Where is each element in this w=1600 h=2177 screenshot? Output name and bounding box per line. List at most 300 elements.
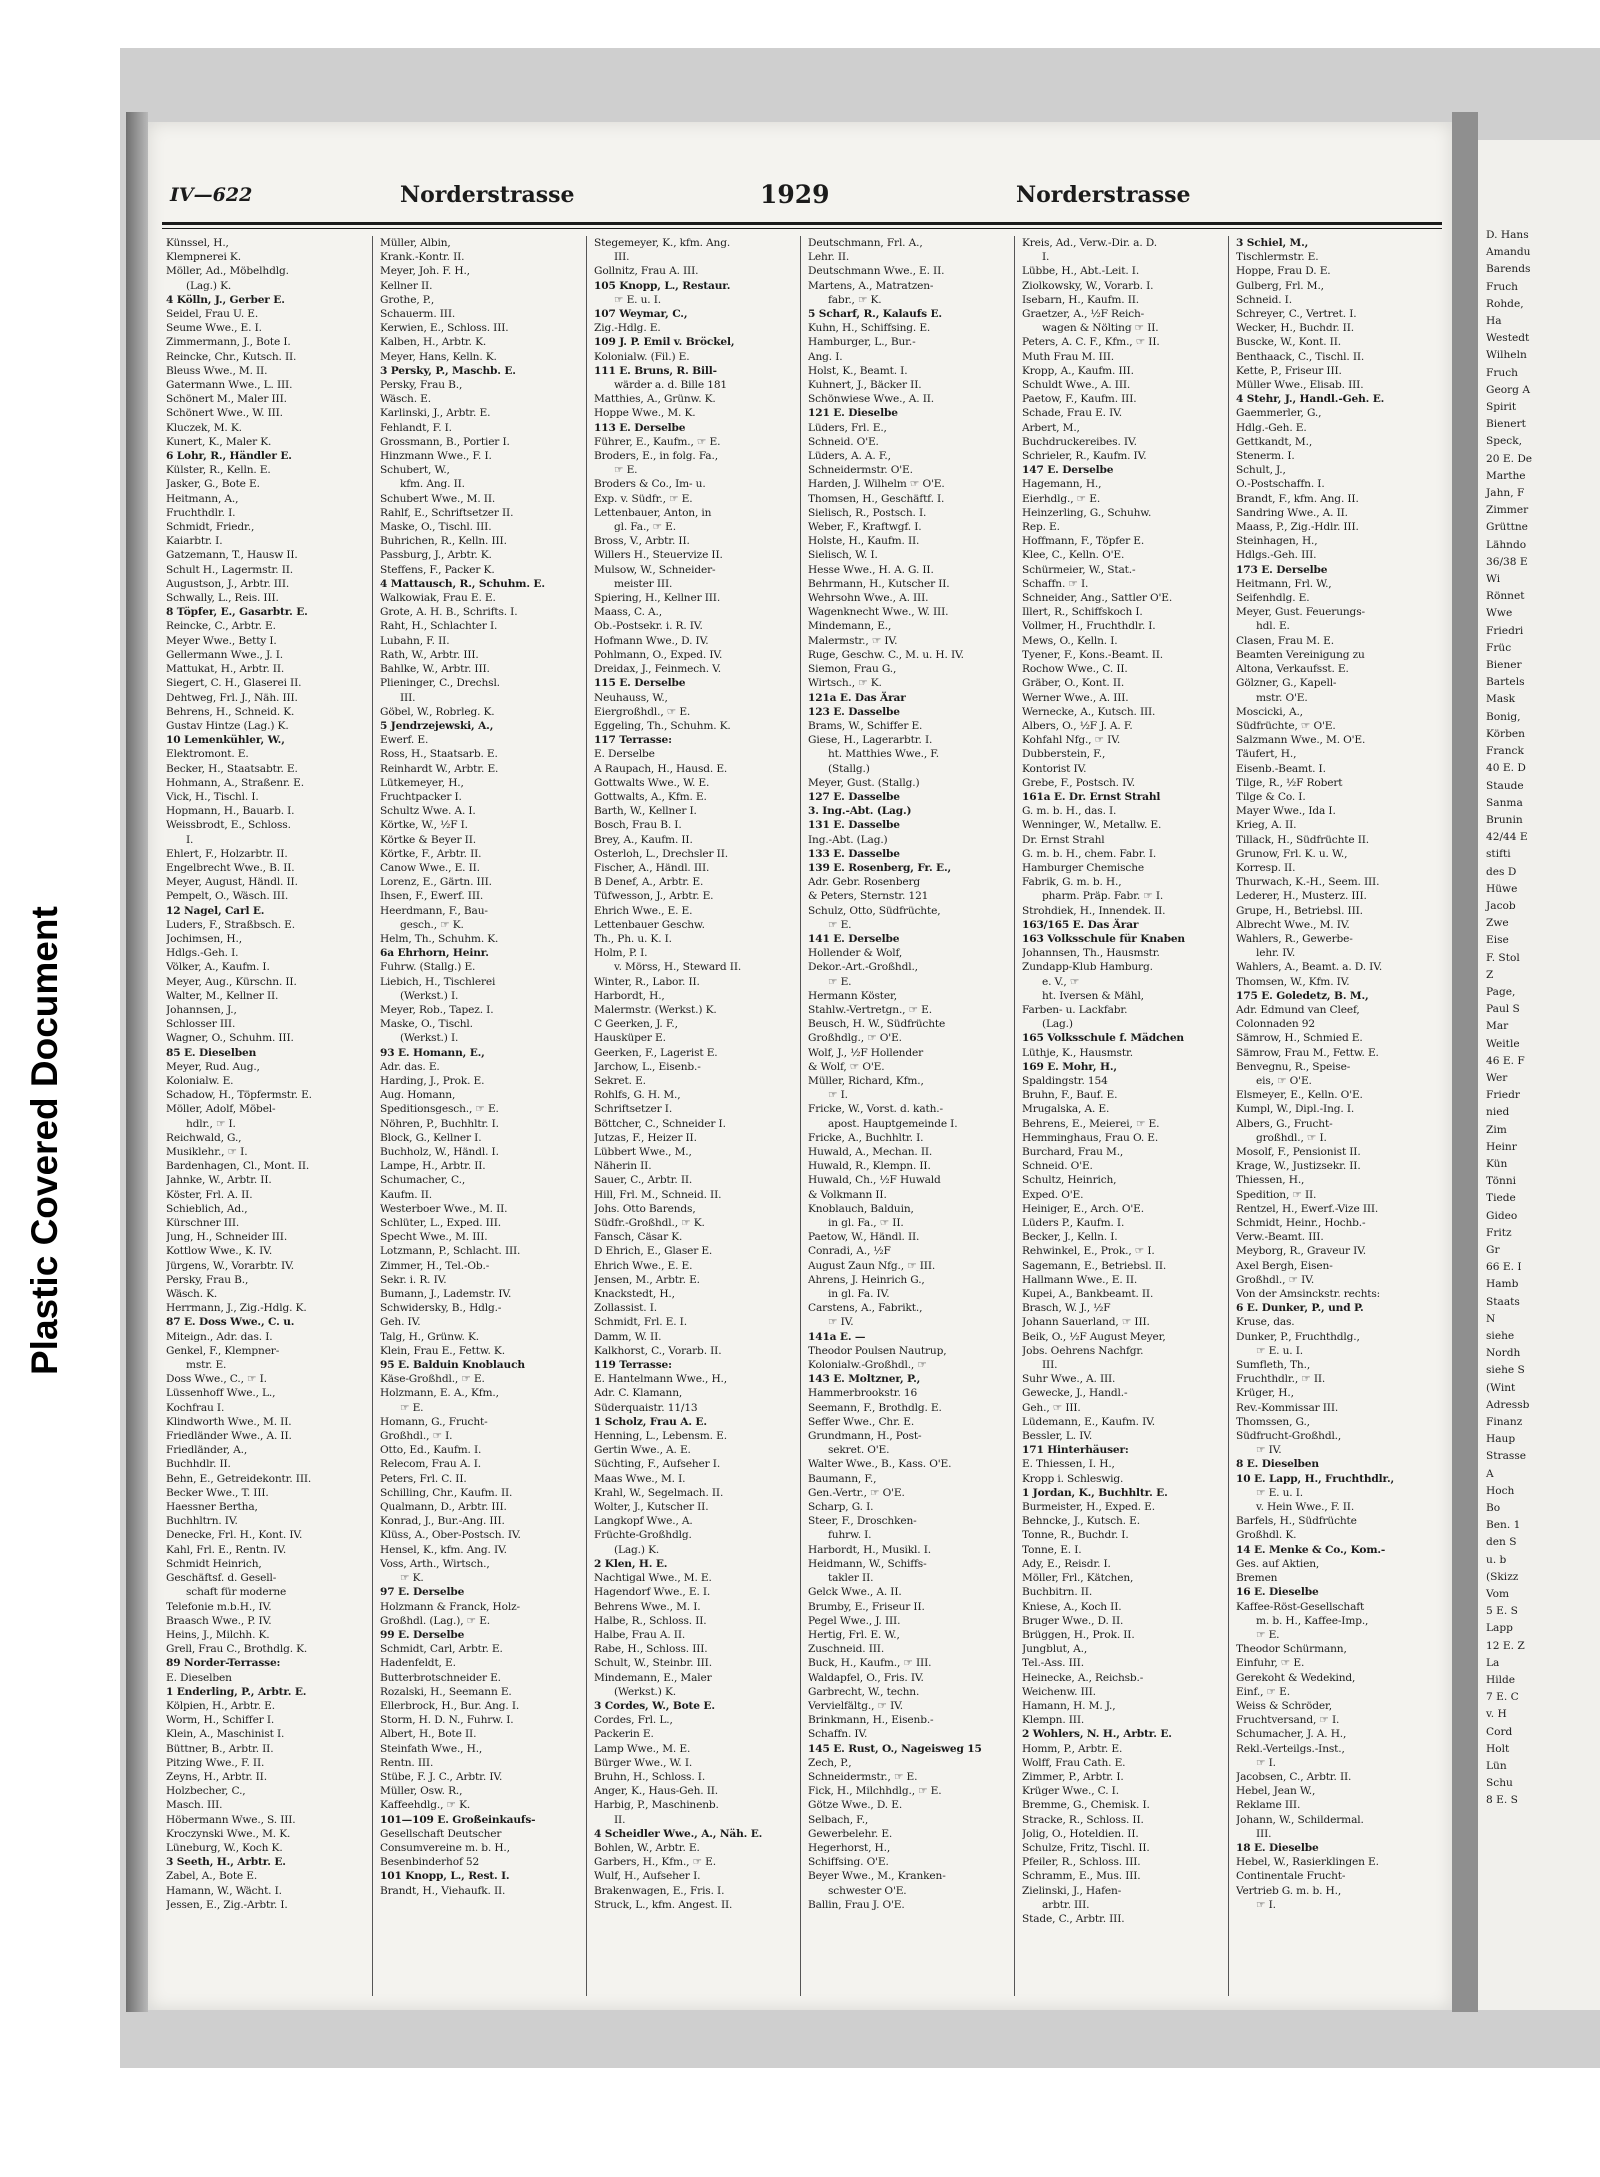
- directory-entry: ht. Iversen & Mähl,: [1042, 989, 1144, 1002]
- directory-entry: Illert, R., Schiffskoch I.: [1022, 606, 1143, 619]
- directory-entry: Burmeister, H., Exped. E.: [1022, 1501, 1155, 1514]
- directory-entry: Th., Ph. u. K. I.: [594, 932, 672, 945]
- facing-page-fragment: Bo: [1486, 1502, 1501, 1515]
- directory-entry: Klempnerei K.: [166, 251, 241, 264]
- directory-entry: Martens, A., Matratzen-: [808, 279, 934, 292]
- column-3: [594, 236, 790, 1912]
- directory-entry: Zech, P.,: [808, 1756, 852, 1769]
- directory-entry: Suhr Wwe., A. III.: [1022, 1373, 1116, 1386]
- directory-entry: Kürschner III.: [166, 1217, 240, 1230]
- directory-entry: (Stallg.): [828, 762, 870, 775]
- facing-page-fragment: Hilde: [1486, 1674, 1516, 1687]
- directory-entry: Albrecht Wwe., M. IV.: [1236, 918, 1350, 931]
- directory-entry: Fansch, Cäsar K.: [594, 1231, 683, 1244]
- directory-entry: Schwally, L., Reis. III.: [166, 592, 279, 605]
- directory-entry: Körtke & Beyer II.: [380, 833, 476, 846]
- directory-entry: Dr. Ernst Strahl: [1022, 833, 1105, 846]
- directory-entry: Bardenhagen, Cl., Mont. II.: [166, 1160, 310, 1173]
- directory-entry: Heitmann, Frl. W.,: [1236, 577, 1332, 590]
- directory-entry: Möller, Frl., Kätchen,: [1022, 1572, 1134, 1585]
- directory-entry: 123 E. Dasselbe: [808, 705, 900, 718]
- directory-entry: Bleuss Wwe., M. II.: [166, 364, 268, 377]
- directory-entry: Lüders P., Kaufm. I.: [1022, 1217, 1125, 1230]
- directory-entry: Beamten Vereinigung zu: [1236, 648, 1365, 661]
- directory-entry: Fabrik, G. m. b. H.,: [1022, 876, 1122, 889]
- directory-entry: 169 E. Mohr, H.,: [1022, 1060, 1117, 1073]
- directory-entry: Körtke, W., ½F I.: [380, 819, 468, 832]
- directory-entry: Zuschneid. III.: [808, 1643, 885, 1656]
- page-number: IV—622: [170, 184, 253, 206]
- directory-entry: Hopmann, H., Bauarb. I.: [166, 805, 295, 818]
- directory-entry: Clasen, Frau M. E.: [1236, 634, 1334, 647]
- directory-entry: Adr. C. Klamann,: [594, 1387, 683, 1400]
- directory-entry: Passburg, J., Arbtr. K.: [380, 549, 492, 562]
- directory-entry: Völker, A., Kaufm. I.: [166, 961, 270, 974]
- directory-entry: Behrens, H., Schneid. K.: [166, 705, 295, 718]
- directory-entry: Hammerbrookstr. 16: [808, 1387, 918, 1400]
- directory-entry: schaft für moderne: [186, 1586, 287, 1599]
- facing-page-fragment: Mask: [1486, 693, 1516, 706]
- facing-page-fragment: Page,: [1486, 985, 1516, 998]
- directory-entry: Heinzerling, G., Schuhw.: [1022, 506, 1152, 519]
- directory-entry: Homm, P., Arbtr. E.: [1022, 1742, 1123, 1755]
- directory-entry: Näherin II.: [594, 1160, 652, 1173]
- directory-entry: Wolff, Frau Cath. E.: [1022, 1756, 1126, 1769]
- directory-entry: Schmidt, Friedr.,: [166, 521, 255, 534]
- directory-entry: Brasch, W. J., ½F: [1022, 1302, 1111, 1315]
- facing-page-fragment: Ha: [1486, 315, 1502, 328]
- directory-entry: Müller, Richard, Kfm.,: [808, 1074, 924, 1087]
- directory-entry: Schult, J.,: [1236, 464, 1286, 477]
- directory-entry: Ellerbrock, H., Bur. Ang. I.: [380, 1699, 520, 1712]
- directory-entry: Tillack, H., Südfrüchte II.: [1236, 833, 1369, 846]
- directory-entry: Reincke, C., Arbtr. E.: [166, 620, 276, 633]
- directory-entry: Harding, J., Prok. E.: [380, 1074, 485, 1087]
- directory-entry: Kahl, Frl. E., Rentn. IV.: [166, 1543, 287, 1556]
- directory-entry: Theodor Schürmann,: [1236, 1643, 1347, 1656]
- directory-entry: (Lag.): [1042, 1018, 1073, 1031]
- directory-entry: 6 E. Dunker, P., und P.: [1236, 1302, 1364, 1315]
- directory-entry: Bremen: [1236, 1572, 1278, 1585]
- directory-entry: Vervielfältg., ☞ IV.: [808, 1699, 904, 1712]
- directory-entry: Johann, W., Schildermal.: [1236, 1813, 1364, 1826]
- directory-entry: Täufert, H.,: [1236, 748, 1297, 761]
- directory-entry: Mattukat, H., Arbtr. II.: [166, 663, 285, 676]
- directory-entry: Bruger Wwe., D. II.: [1022, 1614, 1124, 1627]
- directory-entry: Schubert Wwe., M. II.: [380, 492, 496, 505]
- directory-entry: 95 E. Balduin Knoblauch: [380, 1359, 525, 1372]
- directory-entry: 14 E. Menke & Co., Kom.-: [1236, 1543, 1386, 1556]
- directory-entry: Rev.-Kommissar III.: [1236, 1401, 1339, 1414]
- directory-entry: Bohlen, W., Arbtr. E.: [594, 1841, 700, 1854]
- directory-entry: Colonnaden 92: [1236, 1018, 1315, 1031]
- directory-entry: Heitmann, A.,: [166, 492, 239, 505]
- directory-entry: Jacobsen, C., Arbtr. II.: [1236, 1770, 1352, 1783]
- directory-entry: Steinhagen, H.,: [1236, 535, 1318, 548]
- directory-entry: Sekr. i. R. IV.: [380, 1273, 447, 1286]
- directory-entry: (Lag.) K.: [614, 1543, 660, 1556]
- directory-entry: 10 Lemenkühler, W.,: [166, 734, 285, 747]
- directory-entry: Schultz Wwe. A. I.: [380, 805, 476, 818]
- directory-entry: Harbordt, H., Musikl. I.: [808, 1543, 931, 1556]
- directory-entry: sekret. O'E.: [828, 1444, 890, 1457]
- directory-entry: Braasch Wwe., P. IV.: [166, 1614, 272, 1627]
- directory-entry: Brinkmann, H., Eisenb.-: [808, 1714, 934, 1727]
- directory-entry: Johannsen, J.,: [166, 1003, 237, 1016]
- directory-entry: Spedition, ☞ II.: [1236, 1188, 1317, 1201]
- directory-entry: Hallmann Wwe., E. II.: [1022, 1273, 1138, 1286]
- directory-entry: Schaffn. IV.: [808, 1728, 868, 1741]
- directory-entry: Mindemann, E.,: [808, 620, 892, 633]
- directory-entry: Fruchthdlr. I.: [166, 506, 236, 519]
- directory-entry: Rozalski, H., Seemann E.: [380, 1685, 512, 1698]
- directory-entry: Geschäftsf. d. Gesell-: [166, 1572, 277, 1585]
- directory-entry: Kaufm. II.: [380, 1188, 432, 1201]
- facing-page-fragment: Fruch: [1486, 366, 1518, 379]
- directory-entry: Sämrow, H., Schmied E.: [1236, 1032, 1363, 1045]
- directory-entry: Schriftsetzer I.: [594, 1103, 673, 1116]
- directory-entry: 18 E. Dieselbe: [1236, 1841, 1319, 1854]
- directory-entry: Knoblauch, Balduin,: [808, 1202, 914, 1215]
- directory-entry: Becker, J., Kelln. I.: [1022, 1231, 1118, 1244]
- directory-entry: ☞ I.: [1256, 1756, 1276, 1769]
- directory-entry: Broders, E., in folg. Fa.,: [594, 450, 718, 463]
- directory-entry: ☞ E.: [828, 918, 852, 931]
- directory-entry: Seifenhdlg. E.: [1236, 592, 1310, 605]
- directory-entry: I.: [186, 833, 194, 846]
- directory-entry: Tonne, R., Buchdr. I.: [1022, 1529, 1129, 1542]
- facing-page-fragment: Marthe: [1486, 469, 1526, 482]
- directory-entry: Steinfath Wwe., H.,: [380, 1742, 483, 1755]
- directory-entry: Schmidt, Heinr., Hochb.-: [1236, 1217, 1366, 1230]
- directory-entry: Seffer Wwe., Chr. E.: [808, 1415, 915, 1428]
- directory-entry: Klein, A., Maschinist I.: [166, 1728, 285, 1741]
- directory-entry: Hesse Wwe., H. A. G. II.: [808, 563, 934, 576]
- directory-entry: Jensen, M., Arbtr. E.: [594, 1273, 700, 1286]
- directory-entry: Scharp, G. I.: [808, 1501, 874, 1514]
- directory-entry: Garbers, H., Kfm., ☞ E.: [594, 1856, 716, 1869]
- header-rule-thin: [162, 228, 1442, 229]
- directory-entry: Schilling, Chr., Kaufm. II.: [380, 1486, 513, 1499]
- directory-entry: Jobs. Oehrens Nachfgr.: [1022, 1344, 1144, 1357]
- directory-entry: Hamann, W., Wächt. I.: [166, 1884, 282, 1897]
- directory-entry: Hausküper E.: [594, 1032, 666, 1045]
- directory-entry: Talg, H., Grünw. K.: [380, 1330, 479, 1343]
- directory-entry: Hohmann, A., Straßenr. E.: [166, 776, 304, 789]
- directory-entry: gl. Fa., ☞ E.: [614, 521, 676, 534]
- column-4: [808, 236, 1004, 1912]
- column-2: [380, 236, 576, 1898]
- directory-entry: Karlinski, J., Arbtr. E.: [380, 407, 491, 420]
- facing-page-fragment: Eise: [1486, 934, 1509, 947]
- directory-entry: Schneid. O'E.: [808, 435, 879, 448]
- directory-entry: Schieblich, Ad.,: [166, 1202, 248, 1215]
- directory-entry: Relecom, Frau A. I.: [380, 1458, 482, 1471]
- directory-entry: Matthies, A., Grünw. K.: [594, 393, 716, 406]
- directory-entry: Kreis, Ad., Verw.-Dir. a. D.: [1022, 237, 1157, 249]
- directory-entry: Kaffeehdlg., ☞ K.: [380, 1799, 471, 1812]
- directory-entry: O.-Postschaffn. I.: [1236, 478, 1325, 491]
- directory-entry: Jutzas, F., Heizer II.: [594, 1131, 697, 1144]
- directory-entry: Kruse, das.: [1236, 1316, 1295, 1329]
- directory-entry: pharm. Präp. Fabr. ☞ I.: [1042, 890, 1164, 903]
- directory-entry: Lorenz, E., Gärtn. III.: [380, 876, 492, 889]
- directory-entry: Harbig, P., Maschinenb.: [594, 1799, 719, 1812]
- directory-entry: Zabel, A., Bote E.: [166, 1870, 258, 1883]
- directory-entry: 119 Terrasse:: [594, 1359, 672, 1372]
- directory-entry: Fick, H., Milchhdlg., ☞ E.: [808, 1785, 942, 1798]
- directory-entry: 101—109 E. Großeinkaufs-: [380, 1813, 536, 1826]
- directory-entry: Gatzemann, T., Hausw II.: [166, 549, 298, 562]
- directory-entry: ☞ E. u. I.: [1256, 1486, 1303, 1499]
- street-title-right: Norderstrasse: [1016, 182, 1191, 208]
- directory-entry: Kupei, A., Bankbeamt. II.: [1022, 1288, 1154, 1301]
- facing-page-fragment: Gr: [1486, 1243, 1500, 1256]
- facing-page-fragment: 7 E. C: [1486, 1691, 1519, 1704]
- directory-entry: Wahlers, R., Gewerbe-: [1236, 932, 1353, 945]
- facing-page-fragment: Friedr: [1486, 1089, 1520, 1102]
- directory-entry: Gesellschaft Deutscher: [380, 1827, 502, 1840]
- directory-entry: Theodor Poulsen Nautrup,: [808, 1344, 947, 1357]
- directory-entry: ht. Matthies Wwe., F.: [828, 748, 940, 761]
- page-gutter: [1452, 112, 1478, 2012]
- directory-entry: Burchard, Frau M.,: [1022, 1146, 1124, 1158]
- directory-entry: eis, ☞ O'E.: [1256, 1074, 1312, 1087]
- directory-entry: Hagemann, H.,: [1022, 478, 1102, 491]
- directory-entry: Heiniger, E., Arch. O'E.: [1022, 1202, 1144, 1215]
- directory-entry: Neuhauss, W.,: [594, 691, 668, 704]
- directory-entry: Kuhn, H., Schiffsing. E.: [808, 322, 931, 335]
- directory-entry: Walter Wwe., B., Kass. O'E.: [808, 1458, 952, 1471]
- directory-entry: Sagemann, E., Betriebsl. II.: [1022, 1259, 1167, 1272]
- directory-entry: Gräber, O., Kont. II.: [1022, 677, 1125, 690]
- directory-entry: Kaffee-Röst-Gesellschaft: [1236, 1600, 1365, 1613]
- directory-entry: Lüders, Frl. E.,: [808, 421, 887, 434]
- directory-entry: Schneid. O'E.: [1022, 1160, 1093, 1173]
- facing-page-fragment: siehe: [1486, 1330, 1515, 1342]
- facing-page-fragment: Barends: [1486, 263, 1531, 276]
- directory-entry: Schönert Wwe., W. III.: [166, 407, 283, 420]
- directory-entry: großhdl., ☞ I.: [1256, 1131, 1327, 1144]
- directory-entry: Tilge, R., ½F Robert: [1236, 776, 1343, 789]
- directory-entry: Gewerbelehr. E.: [808, 1827, 893, 1840]
- directory-entry: Barth, W., Kellner I.: [594, 805, 697, 818]
- directory-entry: Klempn. III.: [1022, 1714, 1085, 1727]
- directory-entry: Kolonialw. (Fil.) E.: [594, 350, 690, 363]
- directory-entry: ☞ E. u. I.: [1256, 1344, 1303, 1357]
- directory-entry: Kuhnert, J., Bäcker II.: [808, 379, 922, 392]
- directory-entry: Jahnke, W., Arbtr. II.: [166, 1174, 272, 1187]
- directory-entry: August Zaun Nfg., ☞ III.: [808, 1259, 936, 1272]
- facing-page-fragment: F. Stol: [1486, 951, 1520, 964]
- directory-entry: Lübbe, H., Abt.-Leit. I.: [1022, 265, 1140, 278]
- directory-entry: 173 E. Derselbe: [1236, 563, 1328, 576]
- directory-entry: Kunert, K., Maler K.: [166, 435, 272, 448]
- directory-entry: Tischlermstr. E.: [1236, 251, 1319, 264]
- directory-entry: Spaldingstr. 154: [1022, 1074, 1108, 1087]
- facing-page-fragment: Schu: [1486, 1777, 1513, 1790]
- directory-entry: Rentzel, H., Ewerf.-Vize III.: [1236, 1202, 1379, 1215]
- directory-entry: Lamp Wwe., M. E.: [594, 1742, 691, 1755]
- directory-entry: Krank.-Kontr. II.: [380, 251, 465, 264]
- directory-entry: Deutschmann, Frl. A.,: [808, 237, 923, 249]
- directory-entry: Ihsen, F., Ewerf. III.: [380, 890, 484, 903]
- directory-entry: Fruchthdlr., ☞ II.: [1236, 1373, 1326, 1386]
- directory-entry: 4 Scheidler Wwe., A., Näh. E.: [594, 1827, 763, 1840]
- directory-entry: Geerken, F., Lagerist E.: [594, 1046, 718, 1059]
- directory-entry: Zollassist. I.: [594, 1302, 657, 1315]
- directory-entry: Ruge, Geschw. C., M. u. H. IV.: [808, 648, 964, 661]
- directory-entry: Lehr. II.: [808, 251, 850, 264]
- facing-page-fragment: 8 E. S: [1486, 1794, 1518, 1807]
- directory-entry: Hertig, Frl. E. W.,: [808, 1628, 900, 1641]
- facing-page-fragment: Körben: [1486, 727, 1525, 740]
- directory-entry: Möller, Ad., Möbelhdlg.: [166, 265, 289, 278]
- directory-entry: Rahlf, E., Schriftsetzer II.: [380, 506, 514, 519]
- directory-entry: Vertrieb G. m. b. H.,: [1236, 1884, 1342, 1897]
- facing-page-fragment: stifti: [1486, 848, 1511, 861]
- directory-entry: Eierhdlg., ☞ E.: [1022, 492, 1101, 505]
- directory-entry: 117 Terrasse:: [594, 734, 672, 747]
- directory-entry: Besenbinderhof 52: [380, 1856, 480, 1869]
- directory-entry: Großhdl. (Lag.), ☞ E.: [380, 1614, 491, 1627]
- directory-entry: Doss Wwe., C., ☞ I.: [166, 1373, 267, 1386]
- directory-entry: Köster, Frl. A. II.: [166, 1188, 253, 1201]
- directory-entry: Tüfwesson, J., Arbtr. E.: [594, 890, 714, 903]
- directory-entry: ☞ IV.: [1256, 1444, 1282, 1457]
- directory-entry: Rehwinkel, E., Prok., ☞ I.: [1022, 1245, 1155, 1258]
- directory-entry: Wolf, J., ½F Hollender: [808, 1046, 924, 1059]
- directory-entry: I.: [1042, 251, 1050, 264]
- directory-entry: Herrmann, J., Zig.-Hdlg. K.: [166, 1302, 307, 1315]
- directory-entry: Wagner, O., Schuhm. III.: [166, 1032, 294, 1045]
- facing-page-fragment: A: [1486, 1467, 1494, 1480]
- directory-entry: Mosolf, F., Pensionist II.: [1236, 1146, 1361, 1158]
- directory-entry: Hdlg.-Geh. E.: [1236, 421, 1307, 434]
- facing-page-fragment: (Skizz: [1486, 1570, 1519, 1583]
- column-divider: [586, 236, 587, 1996]
- directory-entry: 12 Nagel, Carl E.: [166, 904, 265, 917]
- directory-entry: Ziolkowsky, W., Vorarb. I.: [1022, 279, 1154, 292]
- directory-entry: Lettenbauer Geschw.: [594, 918, 705, 931]
- directory-entry: Süderquaistr. 11/13: [594, 1401, 698, 1414]
- directory-entry: Specht Wwe., M. III.: [380, 1231, 488, 1244]
- directory-entry: Schumacher, J. A. H.,: [1236, 1728, 1347, 1741]
- directory-entry: 99 E. Derselbe: [380, 1628, 465, 1641]
- directory-entry: Hadenfeldt, E.: [380, 1657, 456, 1670]
- directory-entry: Albers, G., Frucht-: [1236, 1117, 1333, 1130]
- directory-entry: 1 Enderling, P., Arbtr. E.: [166, 1685, 307, 1698]
- directory-entry: Steer, F., Droschken-: [808, 1515, 917, 1528]
- directory-entry: Schiffsing. O'E.: [808, 1856, 889, 1869]
- directory-entry: Ross, H., Staatsarb. E.: [380, 748, 498, 761]
- directory-entry: Dehtweg, Frl. J., Näh. III.: [166, 691, 298, 704]
- directory-entry: Hoppe, Frau D. E.: [1236, 265, 1331, 278]
- directory-entry: Huwald, Ch., ½F Huwald: [808, 1174, 941, 1187]
- directory-entry: Hegerhorst, H.,: [808, 1841, 891, 1854]
- directory-entry: Halbe, Frau A. II.: [594, 1628, 686, 1641]
- facing-page-fragment: Biener: [1486, 659, 1522, 672]
- directory-entry: v. Mörss, H., Steward II.: [614, 961, 742, 974]
- directory-entry: Müller Wwe., Elisab. III.: [1236, 379, 1364, 392]
- directory-entry: Seemann, F., Brothdlg. E.: [808, 1401, 942, 1414]
- directory-entry: Gewecke, J., Handl.-: [1022, 1387, 1128, 1400]
- directory-entry: Thurwach, K.-H., Seem. III.: [1236, 876, 1380, 889]
- directory-entry: Bahlke, W., Arbtr. III.: [380, 663, 490, 676]
- directory-entry: Stahlw.-Vertretgn., ☞ E.: [808, 1003, 932, 1016]
- directory-entry: Anger, K., Haus-Geh. II.: [594, 1785, 718, 1798]
- directory-entry: ☞ E.: [614, 464, 638, 477]
- directory-page: [148, 122, 1452, 2010]
- directory-entry: Südfrüchte, ☞ O'E.: [1236, 719, 1336, 732]
- facing-page-fragment: Zimmer: [1486, 504, 1529, 517]
- facing-page-fragment: Tiede: [1486, 1192, 1516, 1205]
- facing-page-fragment: Grüttne: [1486, 521, 1528, 534]
- facing-page-fragment: Wilheln: [1486, 349, 1527, 362]
- directory-entry: Raht, H., Schlachter I.: [380, 620, 498, 633]
- directory-entry: Beik, O., ½F August Meyer,: [1022, 1330, 1166, 1343]
- directory-entry: Buchdruckereibes. IV.: [1022, 435, 1137, 448]
- directory-entry: ☞ E. u. I.: [614, 293, 661, 306]
- directory-entry: Garbrecht, W., techn.: [808, 1685, 920, 1698]
- column-divider: [1228, 236, 1229, 1996]
- directory-entry: Isebarn, H., Kaufm. II.: [1022, 293, 1139, 306]
- directory-entry: Grothe, P.,: [380, 293, 435, 306]
- directory-entry: Beusch, H. W., Südfrüchte: [808, 1018, 946, 1031]
- directory-entry: Friedländer Wwe., A. II.: [166, 1430, 292, 1443]
- directory-entry: Thomssen, G.,: [1236, 1415, 1310, 1428]
- directory-entry: Sauer, C., Arbtr. II.: [594, 1174, 693, 1187]
- directory-entry: Lubahn, F. II.: [380, 634, 450, 647]
- directory-entry: Zeyns, H., Arbtr. II.: [166, 1770, 267, 1783]
- directory-entry: Halbe, R., Schloss. II.: [594, 1614, 707, 1627]
- directory-entry: Thiessen, H.,: [1236, 1174, 1305, 1187]
- directory-entry: Hoffmann, F., Töpfer E.: [1022, 535, 1145, 548]
- directory-entry: Gettkandt, M.,: [1236, 435, 1313, 448]
- directory-entry: & Peters, Sternstr. 121: [808, 890, 929, 903]
- directory-entry: Holste, H., Kaufm. II.: [808, 535, 920, 548]
- directory-entry: Albers, O., ½F J. A. F.: [1022, 719, 1133, 732]
- directory-entry: takler II.: [828, 1572, 874, 1585]
- directory-entry: Nachtigal Wwe., M. E.: [594, 1572, 712, 1585]
- directory-entry: Stade, C., Arbtr. III.: [1022, 1912, 1125, 1925]
- directory-entry: Beyer Wwe., M., Kranken-: [808, 1870, 946, 1883]
- facing-page-fragment: Staude: [1486, 779, 1524, 792]
- directory-entry: Rochow Wwe., C. II.: [1022, 663, 1128, 676]
- directory-entry: Selbach, F.,: [808, 1813, 869, 1826]
- directory-entry: Rohlfs, G. H. M.,: [594, 1089, 681, 1102]
- facing-page-fragment: des D: [1486, 865, 1517, 878]
- directory-entry: Johannsen, Th., Hausmstr.: [1022, 947, 1160, 960]
- facing-page-fragment: Westedt: [1486, 332, 1530, 345]
- directory-entry: Plieninger, C., Drechsl.: [380, 677, 500, 690]
- directory-entry: Holm, P. I.: [594, 947, 648, 960]
- directory-entry: Hebel, Jean W.,: [1236, 1785, 1316, 1798]
- directory-entry: Klüss, A., Ober-Postsch. IV.: [380, 1529, 521, 1542]
- directory-entry: Hamburger Chemische: [1022, 861, 1144, 874]
- directory-entry: mstr. O'E.: [1256, 691, 1308, 704]
- directory-entry: D Ehrich, E., Glaser E.: [594, 1245, 713, 1258]
- directory-entry: 1 Jordan, K., Buchhltr. E.: [1022, 1486, 1168, 1499]
- directory-entry: Muth Frau M. III.: [1022, 350, 1114, 363]
- directory-entry: Buck, H., Kaufm., ☞ III.: [808, 1657, 932, 1670]
- directory-entry: lehr. IV.: [1256, 947, 1296, 960]
- directory-entry: Gottwalts Wwe., W. E.: [594, 776, 710, 789]
- directory-entry: Kroczynski Wwe., M. K.: [166, 1827, 291, 1840]
- directory-entry: apost. Hauptgemeinde I.: [828, 1117, 958, 1130]
- directory-entry: Schultz, Heinrich,: [1022, 1174, 1117, 1187]
- directory-entry: Eggeling, Th., Schuhm. K.: [594, 719, 731, 732]
